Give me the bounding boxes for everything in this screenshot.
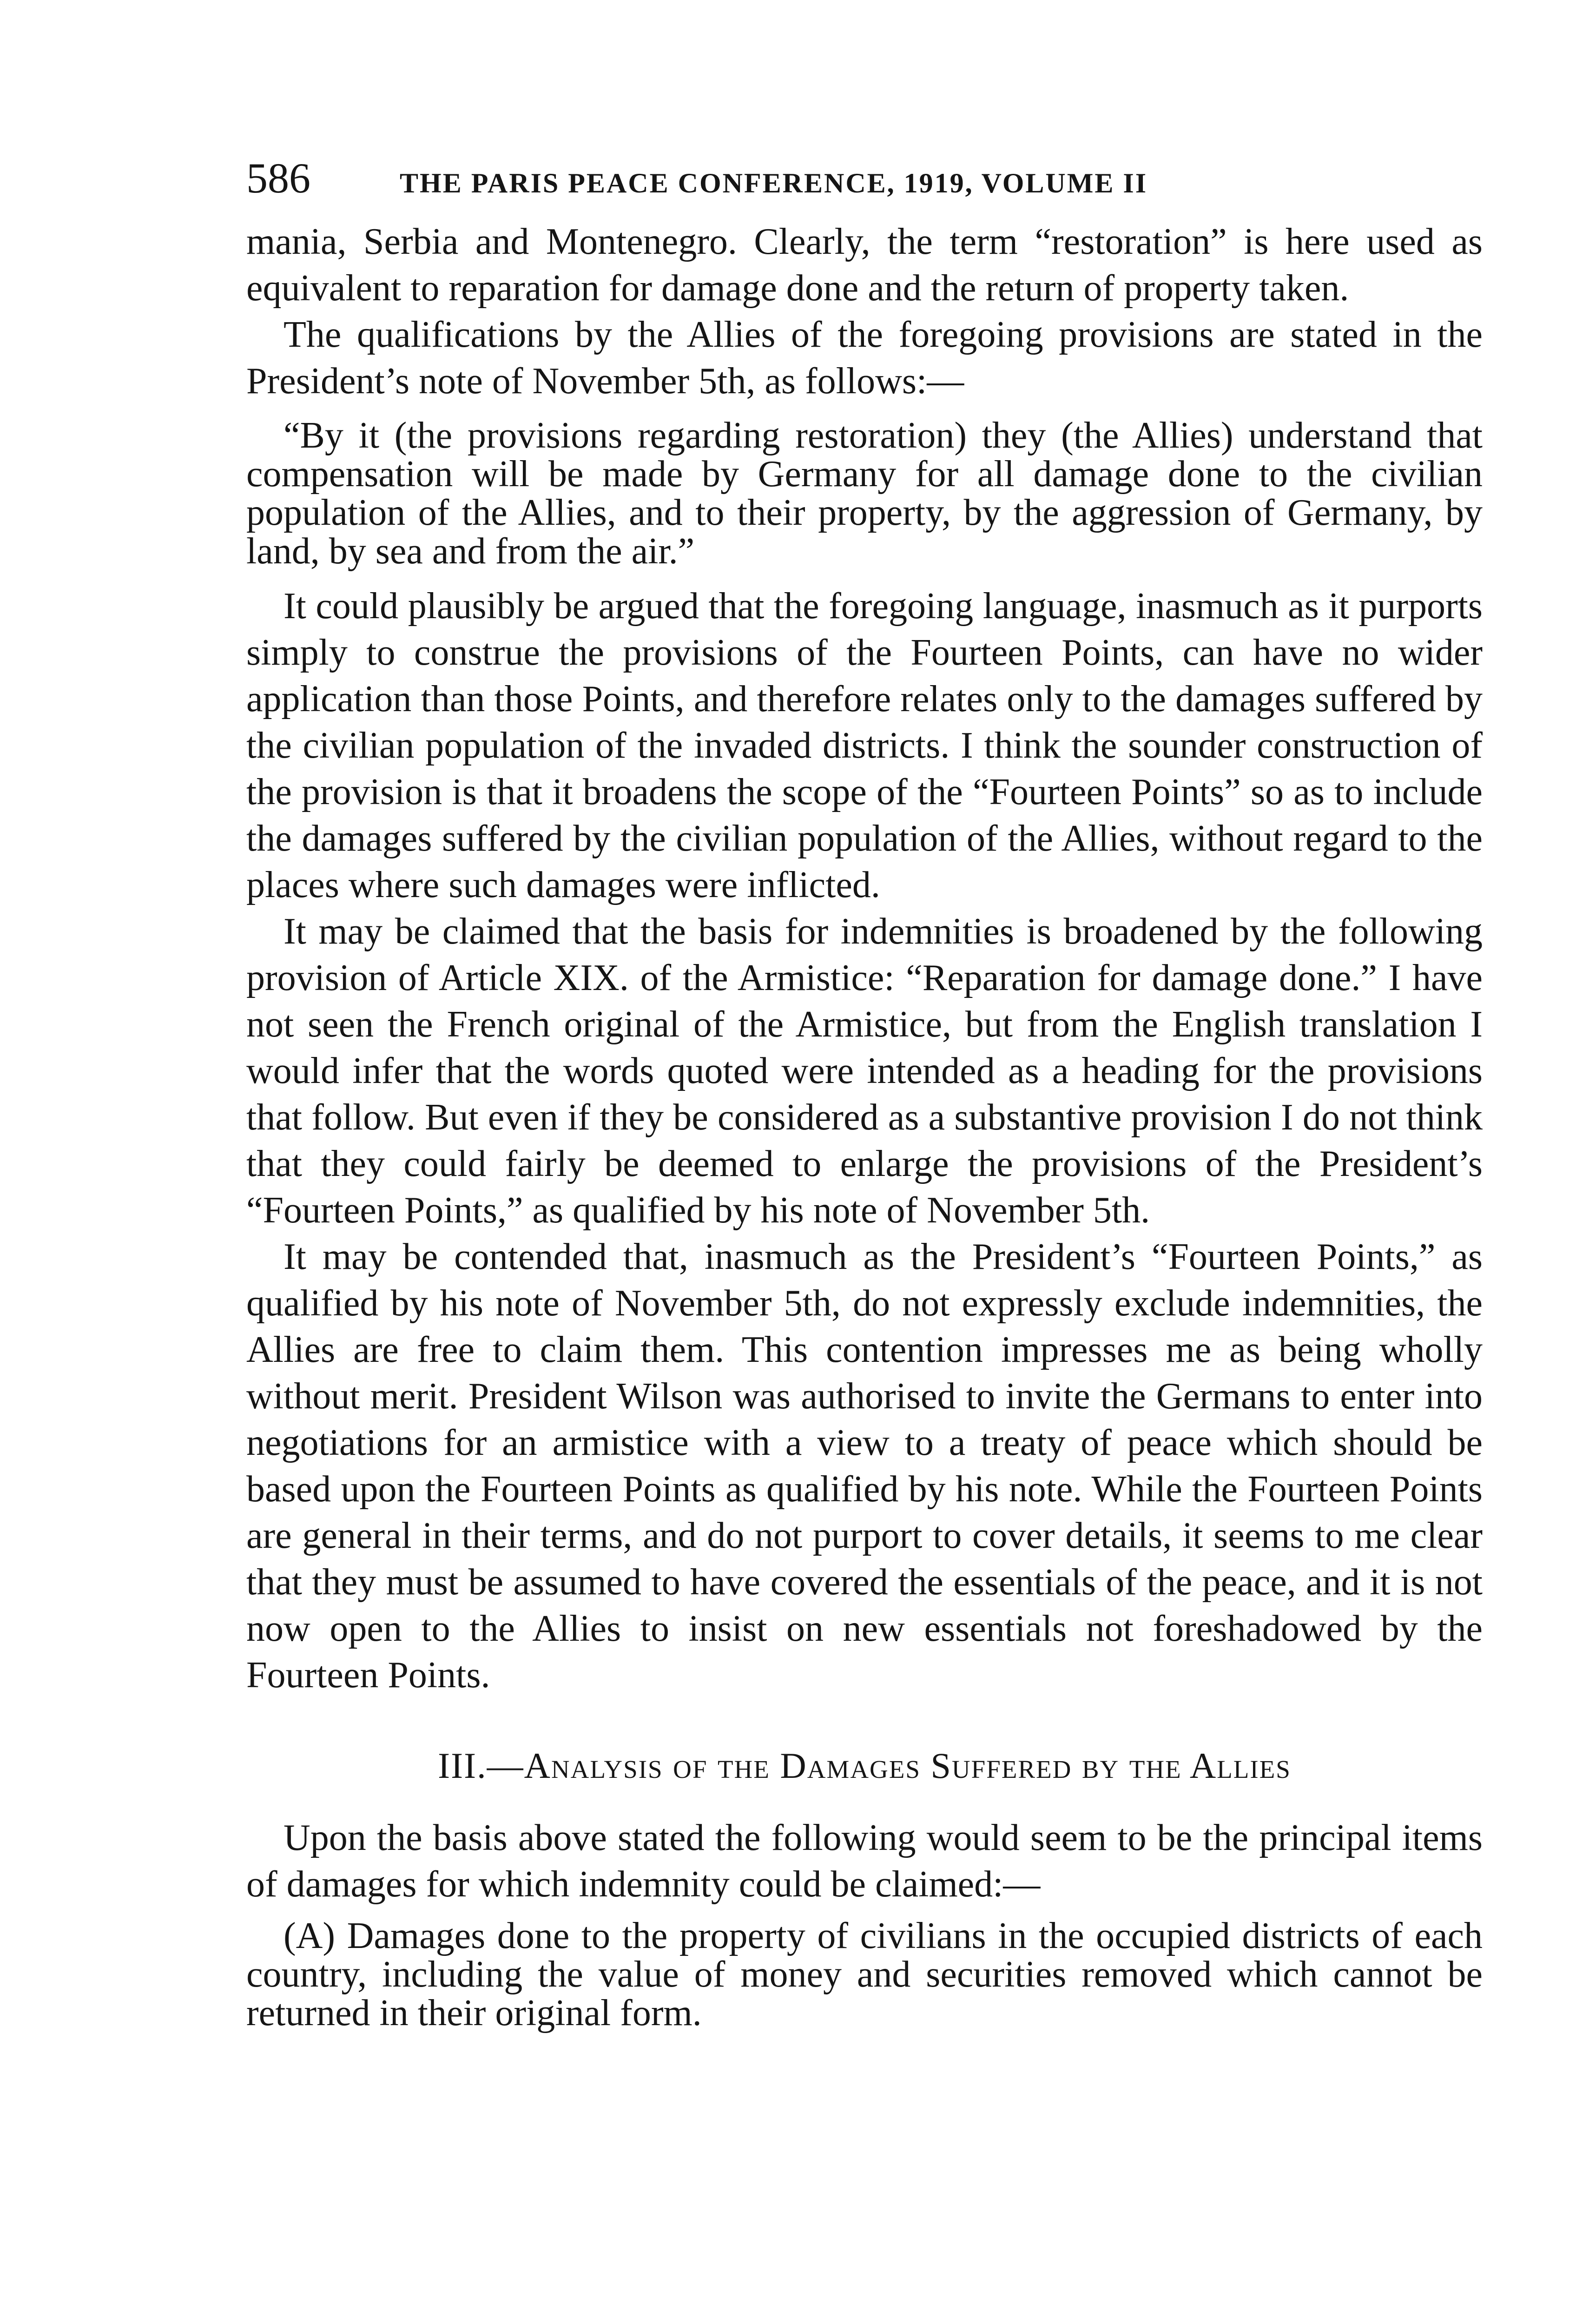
running-title: THE PARIS PEACE CONFERENCE, 1919, VOLUME II <box>400 168 1148 198</box>
paragraph-4: It may be claimed that the basis for indemnities is broadened by the following provision of Article XIX. of the Armistice: “Reparation for damage done.” I have not seen the French original of the Armistice, but from the English translation I would infer that the words quoted were intended as a heading for the provisions that follow. But even if they be considered as a substantive provision I do not think that they could fairly be deemed to enlarge the provisions of the President’s “Fourteen Points,” as qualified by his note of November 5th. <box>246 911 1483 1231</box>
block-quote: “By it (the provisions regarding restoration) they (the Allies) understand that compensation will be made by Germany for all damage done to the civilian population of the Allies, and to their property, by the aggression of Germany, by land, by sea and from the air.” <box>246 415 1483 572</box>
paragraph-3: It could plausibly be argued that the foregoing language, inasmuch as it purports simply to construe the provisions of the Fourteen Points, can have no wider application than those Points, and therefore relates only to the damages suffered by the civilian population of the invaded districts. I think the sounder construction of the provision is that it broadens the scope of the “Fourteen Points” so as to include the damages suffered by the civilian population of the Allies, without regard to the places where such damages were inflicted. <box>246 586 1483 905</box>
list-item-label: (A) <box>284 1915 336 1956</box>
list-item-text: Damages done to the property of civilians in the occupied districts of each country, including the value of money and securities removed which cannot be returned in their original form. <box>246 1915 1483 2034</box>
section-number: III.— <box>438 1745 524 1786</box>
list-item <box>246 1917 1483 2033</box>
paragraph-5: It may be contended that, inasmuch as the President’s “Fourteen Points,” as qualified by his note of November 5th, do not expressly exclude indemnities, the Allies are free to claim them. This contention impresses me as being wholly without merit. President Wilson was authorised to invite the Germans to enter into negotiations for an armistice with a view to a treaty of peace which should be based upon the Fourteen Points as qualified by his note. While the Fourteen Points are general in their terms, and do not purport to cover details, it seems to me clear that they must be assumed to have covered the essentials of the peace, and it is not now open to the Allies to insist on new essentials not foreshadowed by the Fourteen Points. <box>246 1236 1483 1696</box>
paragraph-1: mania, Serbia and Montenegro. Clearly, the term “restoration” is here used as equivalent to reparation for damage done and the return of property taken. <box>246 221 1483 309</box>
paragraph-2: The qualifications by the Allies of the foregoing provisions are stated in the President’s note of November 5th, as follows:— <box>246 314 1483 402</box>
document-page <box>246 153 1483 2033</box>
section-heading <box>246 1745 1483 1787</box>
running-head <box>246 153 1483 218</box>
section-intro: Upon the basis above stated the following would seem to be the principal items of damages for which indemnity could be claimed:— <box>246 1817 1483 1905</box>
section-title: Analysis of the Damages Suffered by the Allies <box>524 1745 1291 1786</box>
page-number: 586 <box>246 154 310 202</box>
